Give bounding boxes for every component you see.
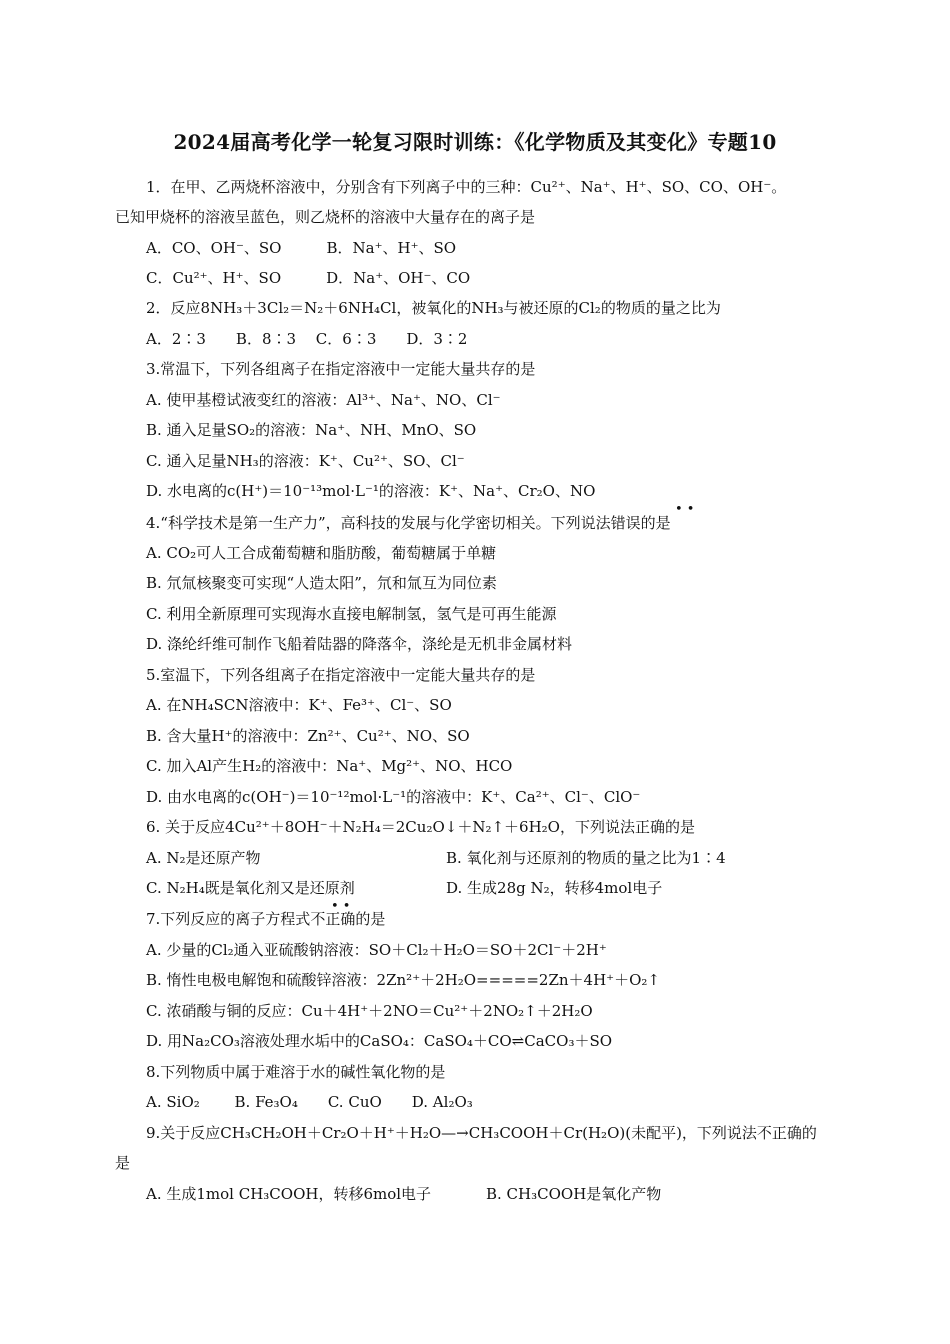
q8-options: A. SiO₂ B. Fe₃O₄ C. CuO D. Al₂O₃ (146, 1093, 473, 1111)
emphasis-dots-q7: • • (331, 899, 351, 914)
q4-option-d: D. 涤纶纤维可制作飞船着陆器的降落伞，涤纶是无机非金属材料 (146, 635, 573, 653)
q4-option-a: A. CO₂可人工合成葡萄糖和脂肪酸，葡萄糖属于单糖 (146, 544, 497, 562)
q6-option-d: D. 生成28g N₂，转移4mol电子 (446, 879, 663, 897)
q6-stem: 6. 关于反应4Cu²⁺＋8OH⁻＋N₂H₄＝2Cu₂O↓＋N₂↑＋6H₂O，下列说法正确的是 (146, 818, 695, 836)
page-title: 2024届高考化学一轮复习限时训练：《化学物质及其变化》专题10 (173, 130, 777, 154)
q5-stem: 5.室温下，下列各组离子在指定溶液中一定能大量共存的是 (146, 666, 536, 684)
q7-option-c: C. 浓硝酸与铜的反应：Cu＋4H⁺＋2NO＝Cu²⁺＋2NO₂↑＋2H₂O (146, 1002, 593, 1020)
q8-stem: 8.下列物质中属于难溶于水的碱性氧化物的是 (146, 1063, 446, 1081)
q2-options: A．2∶3 B．8∶3 C．6∶3 D．3∶2 (146, 330, 468, 348)
q4-option-c: C. 利用全新原理可实现海水直接电解制氢，氢气是可再生能源 (146, 605, 557, 623)
q5-option-a: A. 在NH₄SCN溶液中：K⁺、Fe³⁺、Cl⁻、SO (146, 696, 452, 714)
q9-option-b: B. CH₃COOH是氧化产物 (486, 1185, 662, 1203)
q5-option-d: D. 由水电离的c(OH⁻)＝10⁻¹²mol·L⁻¹的溶液中：K⁺、Ca²⁺、Cl⁻、ClO⁻ (146, 788, 641, 806)
q3-option-d: D. 水电离的c(H⁺)＝10⁻¹³mol·L⁻¹的溶液：K⁺、Na⁺、Cr₂O、NO (146, 482, 596, 500)
q6-option-a: A. N₂是还原产物 (146, 849, 261, 867)
q7-option-a: A. 少量的Cl₂通入亚硫酸钠溶液：SO＋Cl₂＋H₂O＝SO＋2Cl⁻＋2H⁺ (146, 941, 607, 959)
q3-option-b: B. 通入足量SO₂的溶液：Na⁺、NH、MnO、SO (146, 421, 477, 439)
q3-option-a: A. 使甲基橙试液变红的溶液：Al³⁺、Na⁺、NO、Cl⁻ (146, 391, 501, 409)
q3-option-c: C. 通入足量NH₃的溶液：K⁺、Cu²⁺、SO、Cl⁻ (146, 452, 465, 470)
q9-stem-cont: 是 (115, 1154, 131, 1172)
q5-option-c: C. 加入Al产生H₂的溶液中：Na⁺、Mg²⁺、NO、HCO (146, 757, 513, 775)
q1-options-cd: C．Cu²⁺、H⁺、SO D．Na⁺、OH⁻、CO (146, 269, 471, 287)
q7-option-d: D. 用Na₂CO₃溶液处理水垢中的CaSO₄：CaSO₄＋CO⇌CaCO₃＋SO (146, 1032, 613, 1050)
q1-stem: 1．在甲、乙两烧杯溶液中，分别含有下列离子中的三种：Cu²⁺、Na⁺、H⁺、SO、CO、OH⁻。 (146, 178, 787, 196)
q7-option-b: B. 惰性电极电解饱和硫酸锌溶液：2Zn²⁺＋2H₂O=====2Zn＋4H⁺＋O₂↑ (146, 971, 660, 989)
q7-stem: 7.下列反应的离子方程式不正确的是 (146, 910, 386, 928)
q1-stem-cont: 已知甲烧杯的溶液呈蓝色，则乙烧杯的溶液中大量存在的离子是 (115, 208, 536, 226)
q5-option-b: B. 含大量H⁺的溶液中：Zn²⁺、Cu²⁺、NO、SO (146, 727, 470, 745)
q4-stem: 4.“科学技术是第一生产力”，高科技的发展与化学密切相关。下列说法错误的是 (146, 514, 671, 532)
q4-option-b: B. 氘氚核聚变可实现“人造太阳”，氘和氚互为同位素 (146, 574, 497, 592)
q2-stem: 2．反应8NH₃＋3Cl₂＝N₂＋6NH₄Cl，被氧化的NH₃与被还原的Cl₂的物质的量之比为 (146, 299, 721, 317)
q9-stem: 9.关于反应CH₃CH₂OH＋Cr₂O＋H⁺＋H₂O—→CH₃COOH＋Cr(H₂O)(未配平)，下列说法不正确的 (146, 1124, 817, 1142)
q6-option-c: C. N₂H₄既是氧化剂又是还原剂 (146, 879, 355, 897)
q3-stem: 3.常温下，下列各组离子在指定溶液中一定能大量共存的是 (146, 360, 536, 378)
q1-options-ab: A．CO、OH⁻、SO B．Na⁺、H⁺、SO (146, 239, 457, 257)
emphasis-dots-q4: • • (675, 502, 695, 517)
q9-option-a: A. 生成1mol CH₃COOH，转移6mol电子 (146, 1185, 432, 1203)
q6-option-b: B. 氧化剂与还原剂的物质的量之比为1∶4 (446, 849, 726, 867)
